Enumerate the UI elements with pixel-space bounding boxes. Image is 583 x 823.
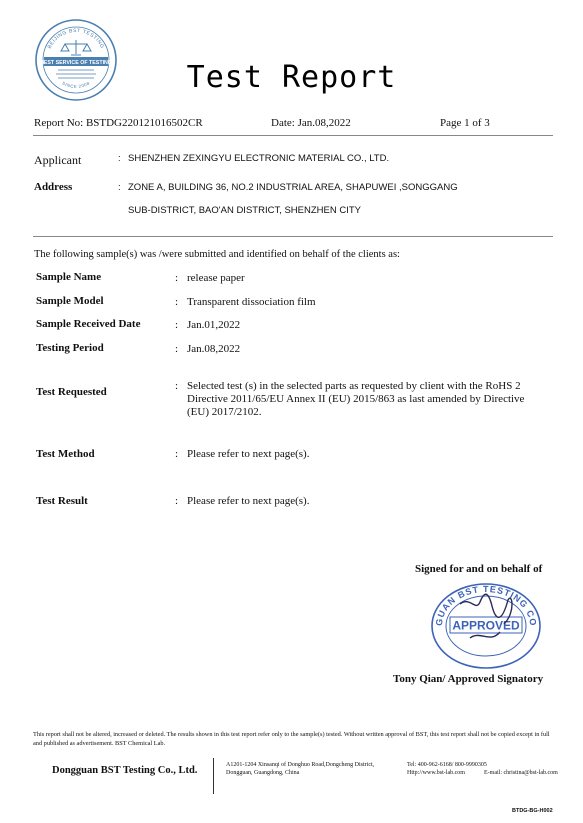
page-number: Page 1 of 3: [440, 117, 490, 129]
approved-signatory: Tony Qian/ Approved Signatory: [393, 673, 544, 685]
stamp-ring-text: GUAN BST TESTING CO: [433, 583, 539, 628]
sample-model-label: Sample Model: [36, 295, 104, 307]
footer-company: Dongguan BST Testing Co., Ltd.: [52, 765, 198, 776]
footer-address-2: Dongguan, Guangdong, China: [226, 770, 300, 776]
report-date: Date: Jan.08,2022: [271, 117, 351, 129]
test-method-colon: :: [175, 448, 179, 460]
address-colon: :: [118, 182, 121, 193]
logo-band-text: BEST SERVICE OF TESTING: [39, 59, 113, 66]
address-label: Address: [34, 181, 73, 193]
form-code: BTDG-BG-H002: [512, 808, 553, 814]
footer-tel: Tel: 400-962-6168/ 800-9990305: [407, 762, 487, 768]
page-title: Test Report: [186, 60, 397, 95]
test-result-label: Test Result: [36, 495, 88, 507]
applicant-label: Applicant: [34, 153, 82, 167]
sample-name-value: release paper: [187, 272, 245, 284]
address-line-1: ZONE A, BUILDING 36, NO.2 INDUSTRIAL AREA, SHAPUWEI ,SONGGANG: [128, 182, 458, 193]
signed-for-text: Signed for and on behalf of: [415, 563, 543, 575]
report-number: Report No: BSTDG220121016502CR: [34, 117, 203, 129]
testing-period-colon: :: [175, 343, 179, 355]
approval-stamp: [430, 582, 542, 670]
logo-bottom-text: SINCE 2008: [61, 80, 91, 90]
stamp-center-text: APPROVED: [452, 618, 520, 633]
test-result-value: Please refer to next page(s).: [187, 495, 310, 507]
test-requested-line-2: Directive 2011/65/EU Annex II (EU) 2015/863 as last amended by Directive: [187, 393, 525, 405]
test-requested-line-3: (EU) 2017/2102.: [187, 406, 262, 418]
test-method-label: Test Method: [36, 448, 95, 460]
test-requested-colon: :: [175, 380, 179, 392]
test-result-colon: :: [175, 495, 179, 507]
footer-address-1: A1201-1204 Xinsanqi of Donghuo Road,Dongcheng District,: [226, 762, 375, 768]
address-line-2: SUB-DISTRICT, BAO'AN DISTRICT, SHENZHEN CITY: [128, 205, 362, 216]
received-date-value: Jan.01,2022: [187, 319, 241, 331]
test-method-value: Please refer to next page(s).: [187, 448, 310, 460]
testing-period-label: Testing Period: [36, 342, 104, 354]
sample-model-colon: :: [175, 296, 179, 308]
test-requested-label: Test Requested: [36, 386, 107, 398]
received-date-label: Sample Received Date: [36, 318, 141, 330]
sample-name-colon: :: [175, 272, 179, 284]
testing-period-value: Jan.08,2022: [187, 343, 241, 355]
sample-model-value: Transparent dissociation film: [187, 296, 316, 308]
test-requested-line-1: Selected test (s) in the selected parts as requested by client with the RoHS 2: [187, 380, 521, 392]
address-divider: [33, 236, 553, 237]
footer-divider: [213, 758, 214, 794]
disclaimer-text: This report shall not be altered, increased or deleted. The results shown in this test report refer only to the sample(s) tested. Without written approval of BST, this test report shall not be copied except in full and published as advertisement. BST Chemical Lab.: [33, 731, 550, 747]
sample-name-label: Sample Name: [36, 271, 102, 283]
logo-top-text: BEIJING BST TESTING: [46, 27, 106, 50]
applicant-colon: :: [118, 153, 121, 164]
footer-email[interactable]: E-mail: christina@bst-lab.com: [484, 770, 558, 776]
scales-icon: [61, 40, 91, 55]
intro-text: The following sample(s) was /were submitted and identified on behalf of the clients as:: [34, 249, 400, 260]
header-divider: [33, 135, 553, 136]
applicant-value: SHENZHEN ZEXINGYU ELECTRONIC MATERIAL CO., LTD.: [128, 153, 390, 164]
footer-website[interactable]: Http://www.bst-lab.com: [407, 770, 465, 776]
received-date-colon: :: [175, 319, 179, 331]
